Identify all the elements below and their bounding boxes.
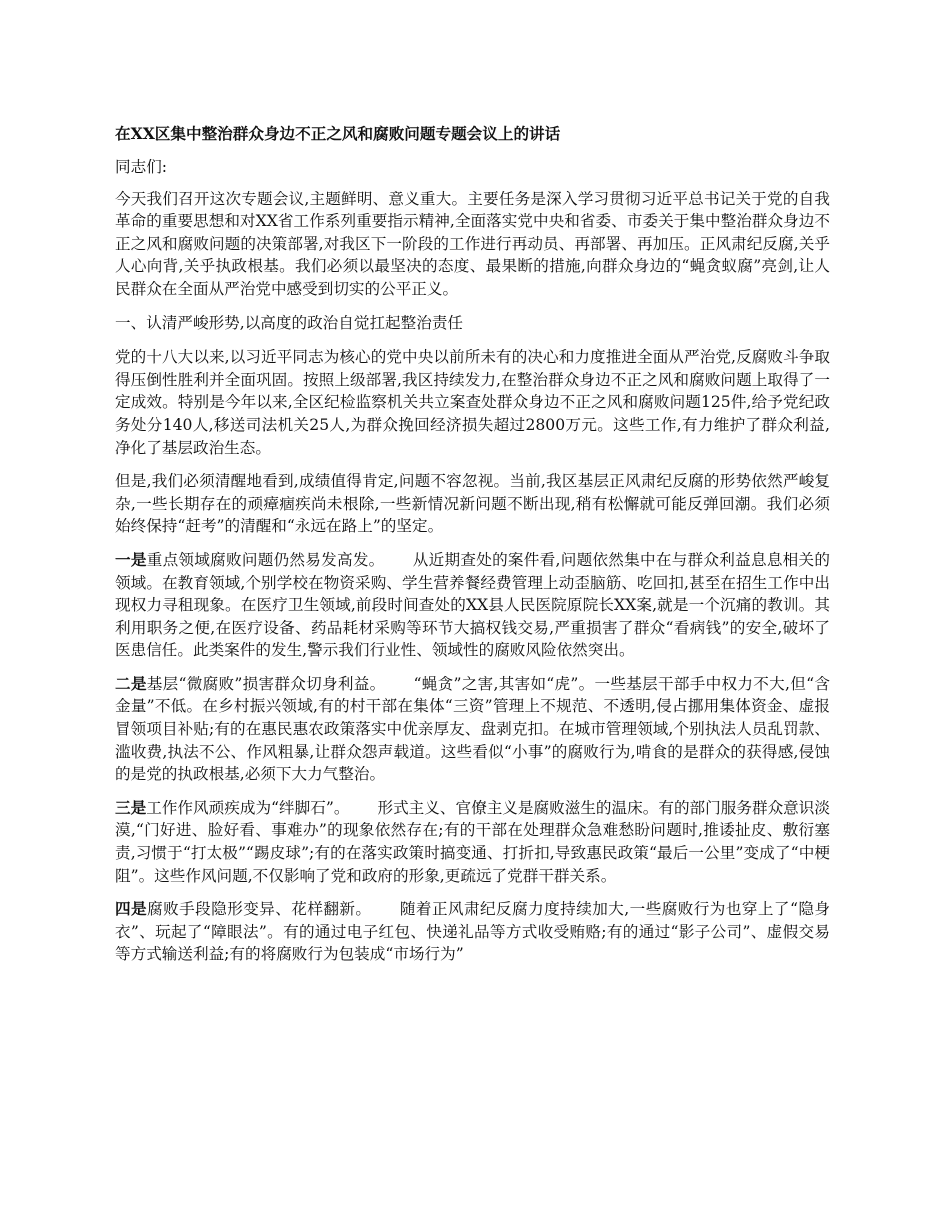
point-lead: 四是 — [115, 899, 148, 919]
however-paragraph: 但是,我们必须清醒地看到,成绩值得肯定,问题不容忽视。当前,我区基层正风肃纪反腐的形势依然严峻复杂,一些长期存在的顽瘴痼疾尚未根除,一些新情况新问题不断出现,稍有松懈就可能反弹回潮。我们必须始终保持“赶考”的清醒和“永远在路上”的坚定。 — [115, 472, 830, 536]
point-paragraph-4 — [115, 898, 830, 966]
point-lead: 二是 — [115, 673, 147, 693]
document-page — [115, 122, 830, 977]
point-body: 从近期查处的案件看,问题依然集中在与群众利益息息相关的领域。在教育领域,个别学校在物资采购、学生营养餐经费管理上动歪脑筋、吃回扣,甚至在招生工作中出现权力寻租现象。在医疗卫生领域,前段时间查处的XX县人民医院原院长XX案,就是一个沉痛的教训。其利用职务之便,在医疗设备、药品耗材采购等环节大搞权钱交易,严重损害了群众“看病钱”的安全,破坏了医患信任。此类案件的发生,警示我们行业性、领域性的腐败风险依然突出。 — [115, 550, 830, 660]
point-paragraph-3 — [115, 797, 830, 887]
greeting: 同志们: — [115, 158, 168, 176]
intro-paragraph: 今天我们召开这次专题会议,主题鲜明、意义重大。主要任务是深入学习贯彻习近平总书记关于党的自我革命的重要思想和对XX省工作系列重要指示精神,全面落实党中央和省委、市委关于集中整治群众身边不正之风和腐败问题的决策部署,对我区下一阶段的工作进行再动员、再部署、再加压。正风肃纪反腐,关乎人心向背,关乎执政根基。我们必须以最坚决的态度、最果断的措施,向群众身边的“蝇贪蚁腐”亮剑,让人民群众在全面从严治党中感受到切实的公平正义。 — [115, 189, 830, 298]
point-heading: 工作作风顽疾成为“绊脚石”。 — [146, 798, 350, 817]
document-title: 在XX区集中整治群众身边不正之风和腐败问题专题会议上的讲话 — [115, 124, 561, 143]
section-heading-1: 一、认清严峻形势,以高度的政治自觉扛起整治责任 — [115, 313, 464, 332]
point-paragraph-1 — [115, 549, 830, 662]
point-body: “蝇贪”之害,其害如“虎”。一些基层干部手中权力不大,但“含金量”不低。在乡村振兴领域,有的村干部在集体“三资”管理上不规范、不透明,侵占挪用集体资金、虚报冒领项目补贴;有的在惠民惠农政策落实中优亲厚友、盘剥克扣。在城市管理领域,个别执法人员乱罚款、滥收费,执法不公、作风粗暴,让群众怨声载道。这些看似“小事”的腐败行为,啃食的是群众的获得感,侵蚀的是党的执政根基,必须下大力气整治。 — [115, 674, 830, 784]
achievements-paragraph: 党的十八大以来,以习近平同志为核心的党中央以前所未有的决心和力度推进全面从严治党,反腐败斗争取得压倒性胜利并全面巩固。按照上级部署,我区持续发力,在整治群众身边不正之风和腐败问题上取得了一定成效。特别是今年以来,全区纪检监察机关共立案查处群众身边不正之风和腐败问题125件,给予党纪政务处分140人,移送司法机关25人,为群众挽回经济损失超过2800万元。这些工作,有力维护了群众利益,净化了基层政治生态。 — [115, 348, 830, 457]
point-heading: 腐败手段隐形变异、花样翻新。 — [147, 900, 372, 919]
point-lead: 一是 — [115, 549, 147, 569]
point-body: 随着正风肃纪反腐力度持续加大,一些腐败行为也穿上了“隐身衣”、玩起了“障眼法”。有的通过电子红包、快递礼品等方式收受贿赂;有的通过“影子公司”、虚假交易等方式输送利益;有的将腐败行为包装成“市场行为” — [115, 900, 830, 964]
point-body: 形式主义、官僚主义是腐败滋生的温床。有的部门服务群众意识淡漠,“门好进、脸好看、事难办”的现象依然存在;有的干部在处理群众急难愁盼问题时,推诿扯皮、敷衍塞责,习惯于“打太极”“踢皮球”;有的在落实政策时搞变通、打折扣,导致惠民政策“最后一公里”变成了“中梗阻”。这些作风问题,不仅影响了党和政府的形象,更疏远了党群干群关系。 — [115, 798, 830, 885]
point-paragraph-2 — [115, 673, 830, 786]
point-heading: 重点领域腐败问题仍然易发高发。 — [146, 550, 385, 569]
point-lead: 三是 — [115, 797, 147, 817]
point-heading: 基层“微腐败”损害群众切身利益。 — [146, 674, 386, 693]
